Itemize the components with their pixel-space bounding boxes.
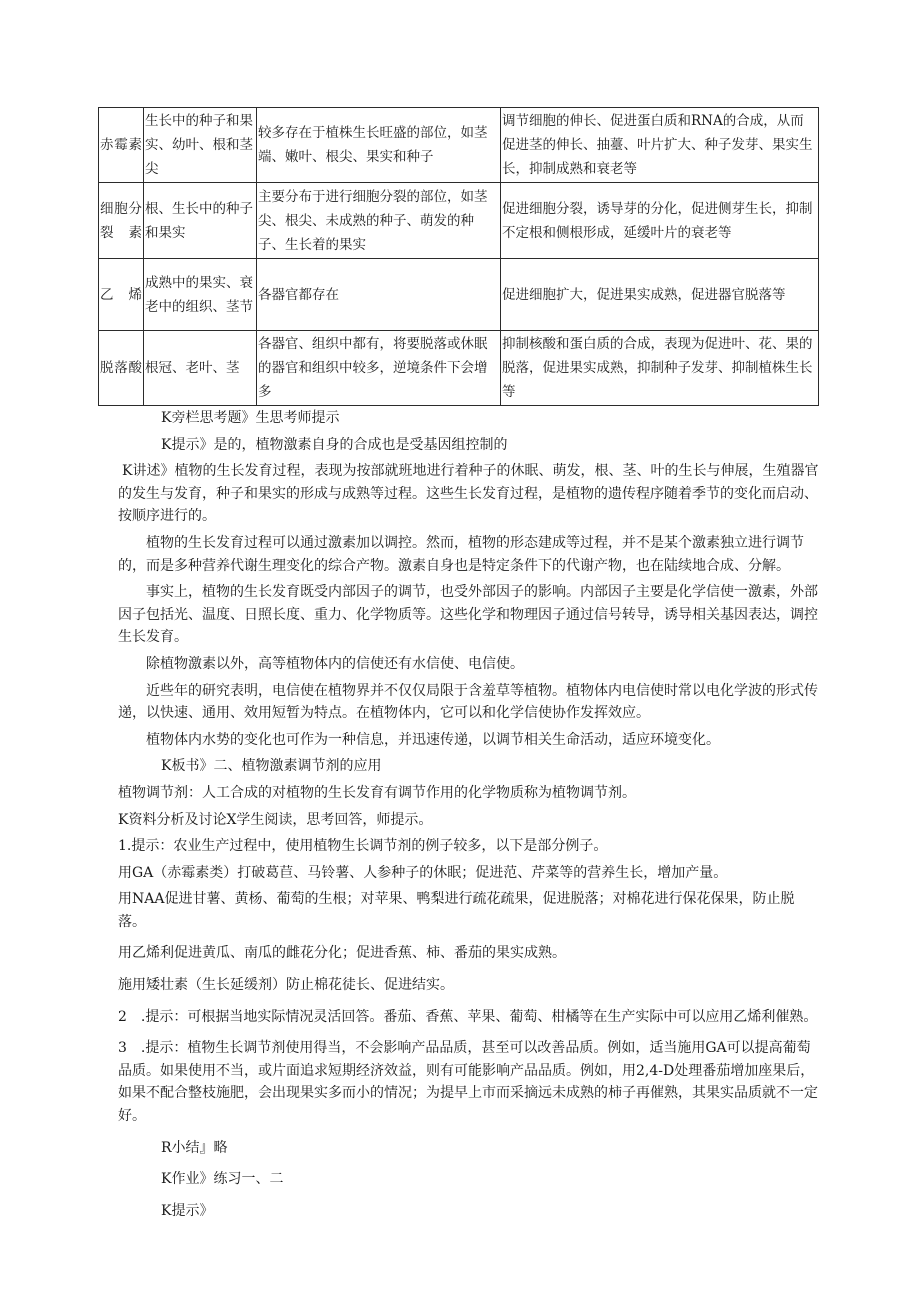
hormone-function: 调节细胞的伸长、促进蛋白质和RNA的合成，从而促进茎的伸长、抽薹、叶片扩大、种子发芽、果实生长，抑制成熟和衰老等 [501,108,819,183]
body-text [118,407,821,1222]
hormone-location: 根、生长中的种子和果实 [144,183,257,259]
definition-paragraph: 植物调节剂：人工合成的对植物的生长发育有调节作用的化学物质称为植物调节剂。 [118,784,636,801]
answer-paragraph: 3 .提示：植物生长调节剂使用得当，不会影响产品品质，甚至可以改善品质。例如，适当施用GA可以提高葡萄品质。如果使用不当，或片面追求短期经济效益，则有可能影响产品品质。例如，用2,4-D处理番茄增加座果后，如果不配合整枝施肥，会出现果实多而小的情况；为提早上市而采摘远未成熟的柿子再催熟，其果实品质就不一定好。 [118,1040,818,1125]
body-paragraph: 植物的生长发育过程可以通过激素加以调控。然而，植物的形态建成等过程，并不是某个激素独立进行调节的，而是多种营养代谢生理变化的综合产物。激素自身也是特定条件下的代谢产物，也在陆续地合成、分解。 [118,534,804,574]
hormone-distribution: 各器官、组织中都有，将要脱落或休眠的器官和组织中较多，逆境条件下会增多 [257,331,501,406]
hormone-function: 促进细胞分裂，诱导芽的分化，促进侧芽生长，抑制不定根和侧根形成，延缓叶片的衰老等 [501,183,819,259]
answer-paragraph: 施用矮壮素（生长延缓剂）防止棉花徒长、促进结实。 [118,977,454,994]
hormone-function: 促进细胞扩大，促进果实成熟，促进器官脱落等 [501,259,819,331]
discussion-heading: K资料分析及讨论X学生阅读，思考回答，师提示。 [118,811,433,828]
hormone-location: 生长中的种子和果实、幼叶、根和茎尖 [144,108,257,183]
hormone-table [98,107,819,406]
table-row [99,183,819,259]
body-paragraph: 近些年的研究表明，电信使在植物界并不仅仅局限于含羞草等植物。植物体内电信使时常以电化学波的形式传递，以快速、通用、效用短暂为特点。在植物体内，它可以和化学信使协作发挥效应。 [118,682,818,722]
hint-paragraph: K提示》是的，植物激素自身的合成也是受基因组控制的 [161,436,508,453]
hormone-distribution: 各器官都存在 [257,259,501,331]
hormone-name: 乙烯 [99,259,144,331]
board-heading: K板书》二、植物激素调节剂的应用 [161,758,382,775]
hormone-function: 抑制核酸和蛋白质的合成，表现为促进叶、花、果的脱落，促进果实成熟，抑制种子发芽、抑制植株生长等 [501,331,819,406]
table-row [99,331,819,406]
summary-heading: R小结』略 [161,1139,228,1156]
answer-paragraph: 用GA（赤霉素类）打破葛苣、马铃薯、人参种子的休眠；促进范、芹菜等的营养生长，增加产量。 [118,864,728,881]
hormone-name: 细胞分裂素 [99,183,144,259]
answer-paragraph: 用NAA促进甘薯、黄杨、葡萄的生根；对苹果、鸭梨进行疏花疏果，促进脱落；对棉花进行保花保果，防止脱落。 [118,891,795,930]
hormone-location: 成熟中的果实、衰老中的组织、茎节 [144,259,257,331]
table-row [99,108,819,183]
answer-paragraph: 用乙烯利促进黄瓜、南瓜的雌花分化；促进香蕉、柿、番茄的果实成熟。 [118,945,566,962]
hormone-distribution: 较多存在于植株生长旺盛的部位，如茎端、嫩叶、根尖、果实和种子 [257,108,501,183]
lecture-paragraph: K讲述》植物的生长发育过程，表现为按部就班地进行着种子的休眠、萌发，根、茎、叶的生长与伸展，生殖器官的发生与发育，种子和果实的形成与成熟等过程。这些生长发育过程，是植物的遗传程序随着季节的变化而启动、按顺序进行的。 [118,463,819,525]
body-paragraph: 植物体内水势的变化也可作为一种信息，并迅速传递，以调节相关生命活动，适应环境变化。 [146,731,720,748]
hormone-location: 根冠、老叶、茎 [144,331,257,406]
body-paragraph: 事实上，植物的生长发育既受内部因子的调节，也受外部因子的影响。内部因子主要是化学信使一激素，外部因子包括光、温度、日照长度、重力、化学物质等。这些化学和物理因子通过信号转导，诱导相关基因表达，调控生长发育。 [118,584,818,646]
hormone-name: 赤霉素 [99,108,144,183]
hormone-distribution: 主要分布于进行细胞分裂的部位，如茎尖、根尖、未成熟的种子、萌发的种子、生长着的果实 [257,183,501,259]
answer-paragraph: 1.提示：农业生产过程中，使用植物生长调节剂的例子较多，以下是部分例子。 [118,838,608,855]
body-paragraph: 除植物激素以外，高等植物体内的信使还有水信使、电信使。 [146,655,524,672]
table-row [99,259,819,331]
homework-heading: K作业》练习一、二 [161,1171,284,1188]
hormone-name: 脱落酸 [99,331,144,406]
answer-paragraph: 2 .提示：可根据当地实际情况灵活回答。番茄、香蕉、苹果、葡萄、柑橘等在生产实际中可以应用乙烯利催熟。 [118,1008,818,1025]
hint-heading: K提示》 [161,1202,214,1219]
sidebar-question-heading: K旁栏思考题》生思考师提示 [161,410,340,426]
